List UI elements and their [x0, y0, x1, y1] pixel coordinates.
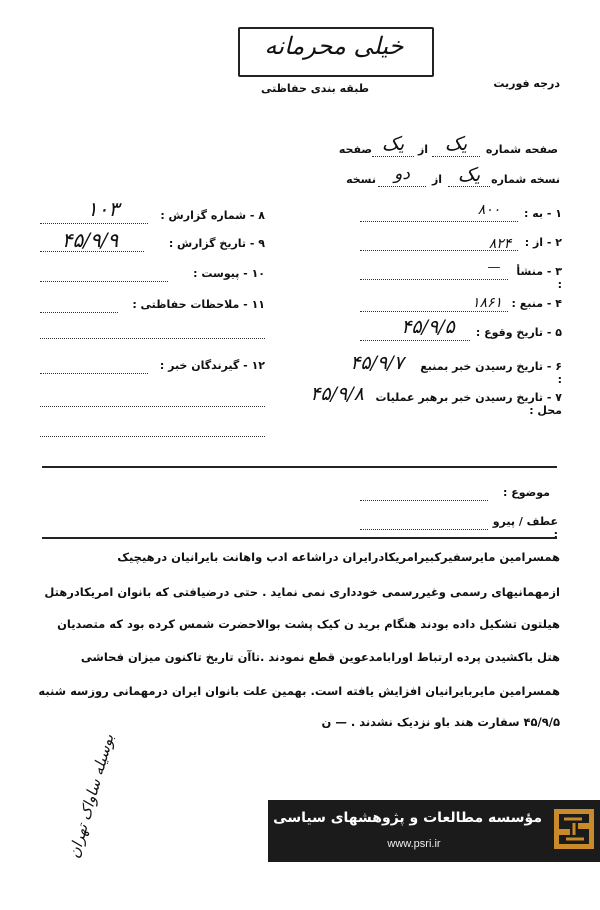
page-line-label: صفحه شماره: [485, 143, 558, 156]
field-to-label: ۱ - به :: [524, 207, 562, 220]
reference-label: عطف / پیرو :: [492, 515, 558, 541]
page-total-value: یک: [381, 133, 405, 155]
body-line: ازمهمانیهای رسمی وغیررسمی خودداری نمی نماید . حتی درضیافتی که بانوان امریکادرهتل: [44, 585, 560, 599]
institute-logo-icon: [554, 809, 594, 849]
copy-line-label: نسخه شماره: [491, 173, 560, 186]
field-from-label: ۲ - از :: [524, 236, 562, 249]
page-word: صفحه: [338, 143, 372, 156]
field-from-value: ۸۲۴: [488, 236, 512, 252]
field-to-value: ۸۰۰: [477, 202, 501, 218]
field-event-date-value: ۴۵/۹/۵: [401, 316, 455, 338]
field-origin-label: ۳ - منشأ :: [516, 265, 562, 291]
classification-label: طبقه بندی حفاظتی: [260, 82, 370, 95]
copy-number-value: یک: [457, 164, 481, 186]
field-attachment-label: ۱۰ - پیوست :: [193, 267, 265, 280]
subject-label: موضوع :: [503, 486, 550, 499]
field-recipients-label: ۱۲ - گیرندگان خبر :: [159, 359, 265, 372]
section-divider-middle: [42, 537, 557, 539]
field-security-notes-label: ۱۱ - ملاحظات حفاظتی :: [132, 298, 265, 311]
body-line: هتل باکشیدن پرده ارتباط اورابامدعوین قطع نمودند .تاآن تاریخ تاکنون میزان فحاشی: [80, 650, 560, 664]
field-local-ops-received-value: ۴۵/۹/۸: [310, 383, 364, 405]
body-line: ۴۵/۹/۵ سفارت هند باو نزدیک نشدند . — ن: [321, 715, 560, 729]
field-origin-value: —: [487, 260, 501, 275]
body-line: همسرامین مایربایرانیان افزایش یافته است. بهمین علت بانوان ایران درمهمانی روزسه شنبه: [38, 684, 560, 698]
field-report-number-label: ۸ - شماره گزارش :: [160, 209, 265, 222]
handwritten-note: بوسیله ساواک تهران: [64, 732, 118, 861]
field-source-value: ۱۸۶۱: [471, 295, 503, 311]
field-report-date-label: ۹ - تاریخ گزارش :: [168, 237, 265, 250]
field-local-ops-received-label: ۷ - تاریخ رسیدن خبر برهبر عملیات محل :: [375, 391, 562, 417]
field-source-received-value: ۴۵/۹/۷: [350, 352, 404, 374]
field-source-received-label: ۶ - تاریخ رسیدن خبر بمنبع :: [420, 360, 562, 386]
classification-stamp-text: خیلی محرمانه: [264, 32, 404, 60]
field-report-date-value: ۴۵/۹/۹: [61, 228, 119, 252]
copy-of-label: از: [431, 173, 443, 186]
footer-banner: [268, 800, 600, 862]
institute-name: مؤسسه مطالعات و پژوهشهای سیاسی: [273, 810, 542, 826]
urgency-label: درجه فوریت: [493, 77, 560, 90]
field-source-label: ۴ - منبع :: [511, 297, 562, 310]
body-line: هیلتون تشکیل داده بودند هنگام برید ن کیک پشت بوالاحضرت شمس کرده بود که متصدیان: [57, 617, 560, 631]
field-event-date-label: ۵ - تاریخ وقوع :: [475, 326, 562, 339]
copy-total-value: دو: [394, 164, 410, 184]
body-line: همسرامین مایرسفیرکبیرامریکادرایران دراشاعه ادب واهانت بایرانیان درهیچیک: [117, 550, 560, 564]
copy-word: نسخه: [346, 173, 376, 186]
page-number-value: یک: [444, 133, 468, 155]
field-report-number-value: ۱۰۳: [86, 197, 120, 221]
section-divider-top: [42, 466, 557, 468]
page-of-label: از: [417, 143, 429, 156]
website-link[interactable]: www.psri.ir: [387, 838, 441, 850]
